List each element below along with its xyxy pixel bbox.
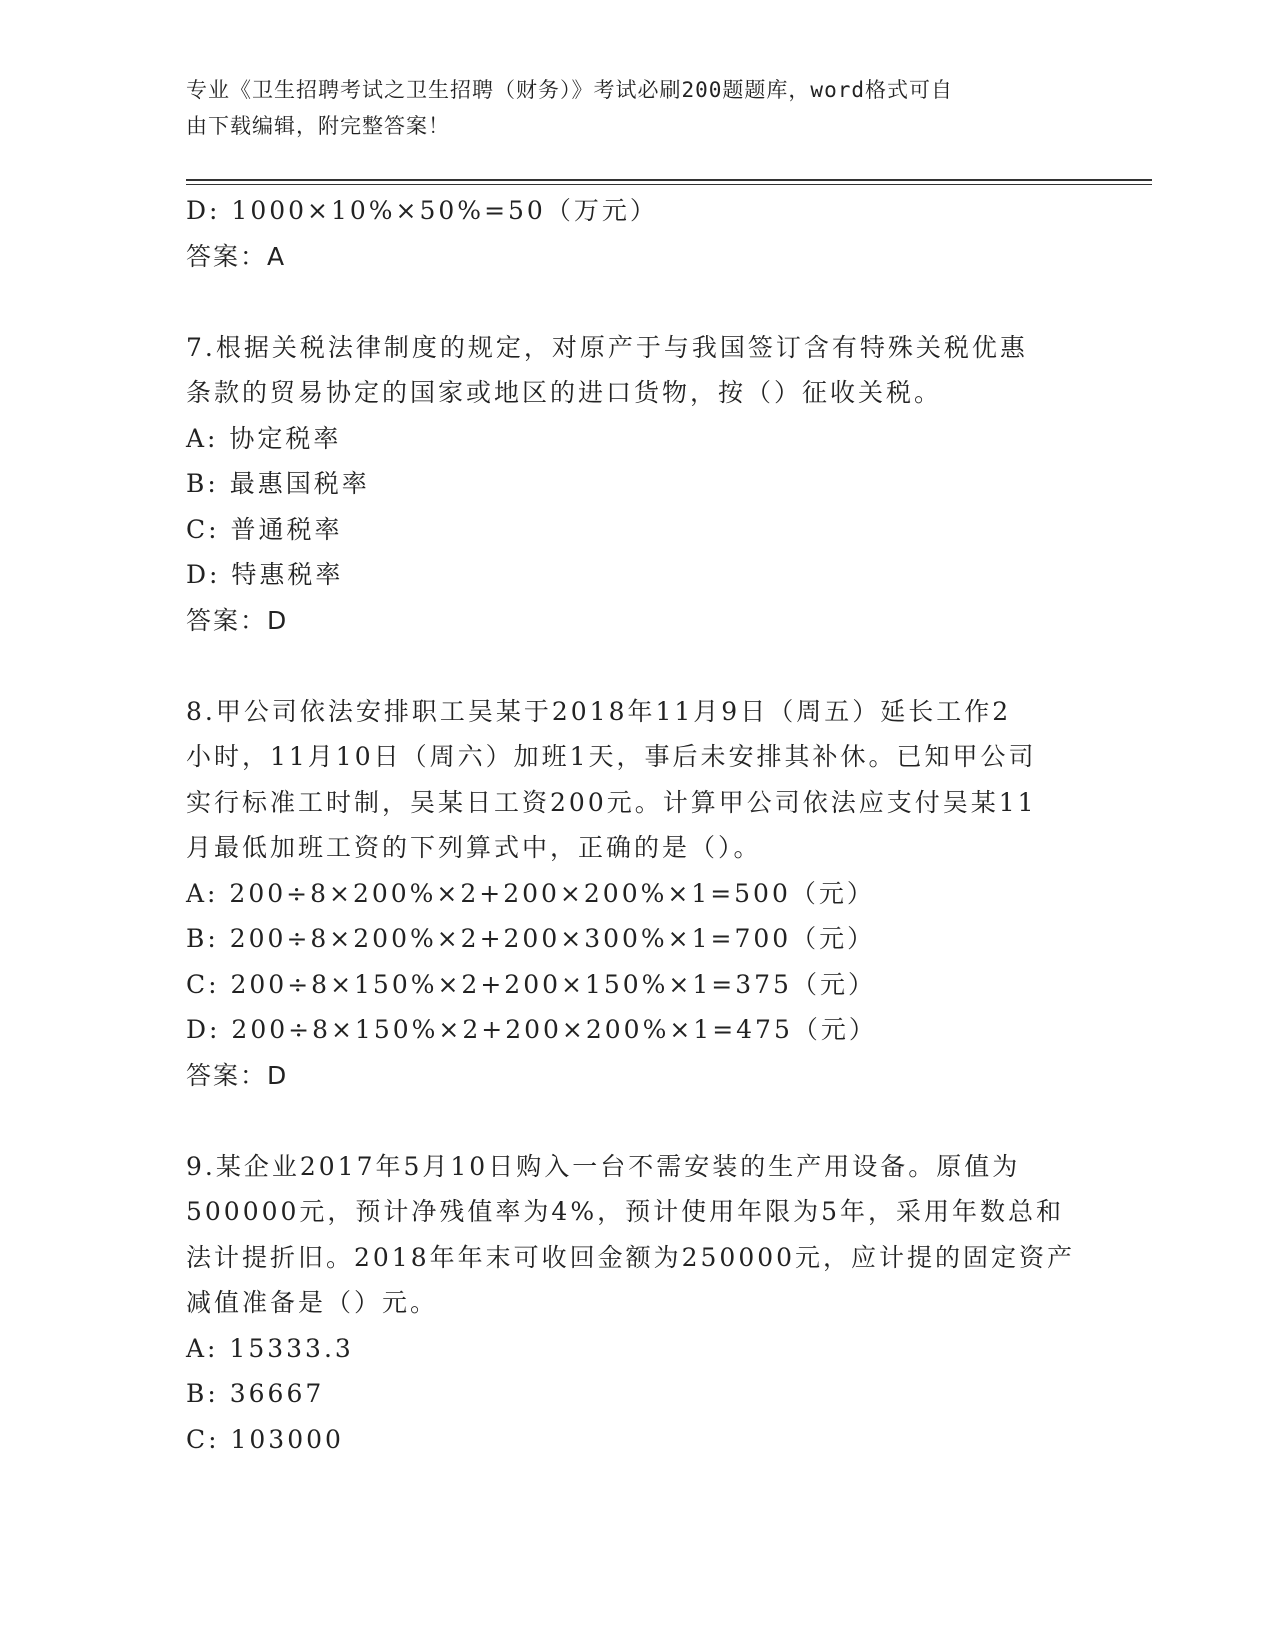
header-line-1: 专业《卫生招聘考试之卫生招聘（财务）》考试必刷200题题库，word格式可自 [186,78,953,102]
question-7 [186,325,1086,644]
document-header [186,72,1076,144]
question-8-line-1: 8.甲公司依法安排职工吴某于2018年11月9日（周五）延长工作2 [186,696,1012,726]
question-7-option-b: B: 最惠国税率 [186,469,370,498]
question-8-line-3: 实行标准工时制，吴某日工资200元。计算甲公司依法应支付吴某11 [186,787,1037,817]
question-content [186,188,1086,1462]
spacer [186,643,1086,689]
question-8-option-d: D: 200÷8×150%×2+200×200%×1=475（元） [186,1015,877,1044]
question-8-option-c: C: 200÷8×150%×2+200×150%×1=375（元） [186,969,876,999]
question-9-line-2: 500000元，预计净残值率为4%，预计使用年限为5年，采用年数总和 [186,1197,1065,1226]
question-9 [186,1144,1086,1463]
question-8-answer: 答案：D [186,1060,289,1090]
question-7-option-c: C: 普通税率 [186,514,343,544]
question-8 [186,689,1086,1099]
header-line-2: 由下载编辑，附完整答案！ [186,114,450,138]
question-9-line-1: 9.某企业2017年5月10日购入一台不需安装的生产用设备。原值为 [186,1151,1021,1181]
question-9-option-b: B: 36667 [186,1379,325,1408]
question-9-line-4: 减值准备是（）元。 [186,1288,439,1317]
header-rule-thick [186,179,1152,181]
question-9-line-3: 法计提折旧。2018年年末可收回金额为250000元，应计提的固定资产 [186,1242,1076,1272]
spacer [186,279,1086,325]
question-8-option-b: B: 200÷8×200%×2+200×300%×1=700（元） [186,924,876,953]
spacer [186,1098,1086,1144]
question-7-line-1: 7.根据关税法律制度的规定，对原产于与我国签订含有特殊关税优惠 [186,332,1028,362]
question-7-line-2: 条款的贸易协定的国家或地区的进口货物，按（）征收关税。 [186,378,943,407]
header-rule-thin [186,184,1152,185]
question-7-answer: 答案：D [186,605,289,635]
question-7-option-d: D: 特惠税率 [186,560,344,589]
question-7-option-a: A: 协定税率 [186,423,342,453]
question-9-option-a: A: 15333.3 [186,1333,354,1363]
question-8-line-4: 月最低加班工资的下列算式中，正确的是（）。 [186,833,762,862]
question-9-option-c: C: 103000 [186,1424,344,1454]
prev-option-d: D: 1000×10%×50%=50（万元） [186,196,658,225]
question-8-line-2: 小时，11月10日（周六）加班1天，事后未安排其补休。已知甲公司 [186,742,1037,771]
question-8-option-a: A: 200÷8×200%×2+200×200%×1=500（元） [186,878,875,908]
prev-answer: 答案：A [186,241,287,271]
